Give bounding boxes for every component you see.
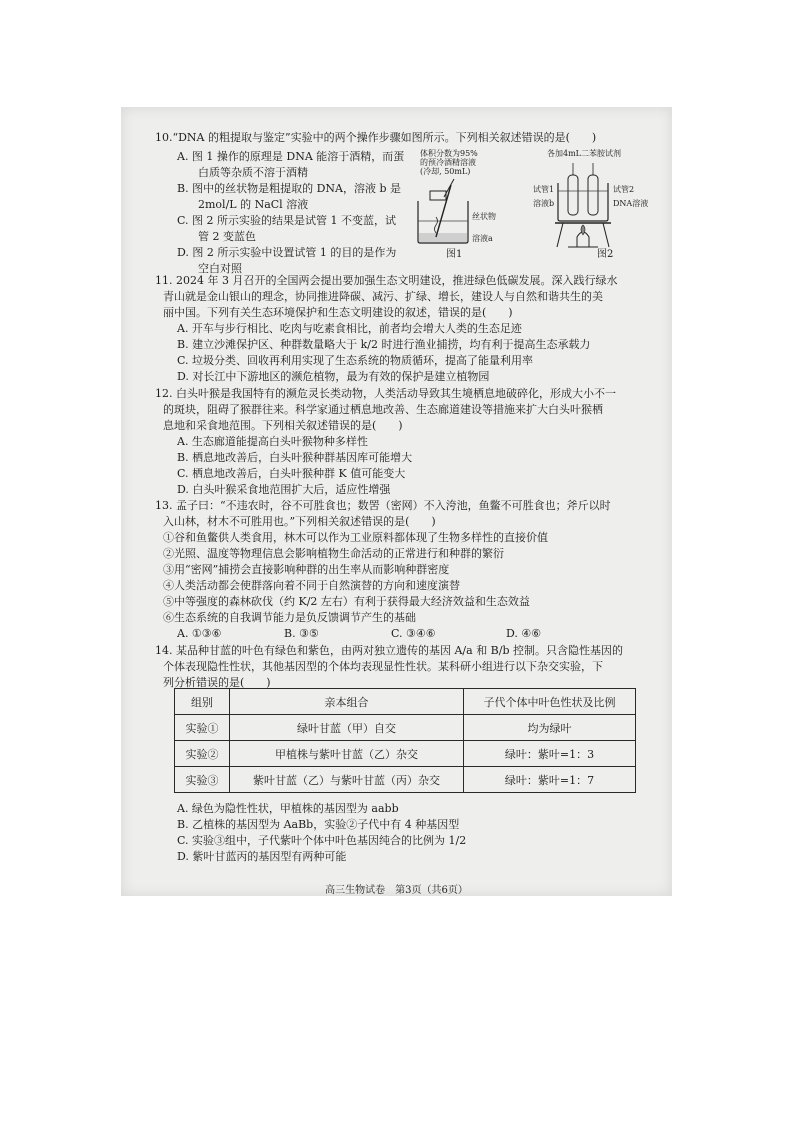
q12-option-b: B. 栖息地改善后，白头叶猴种群基因库可能增大 [177, 451, 413, 464]
q13-statement-1: ①谷和鱼鳖供人类食用，林木可以作为工业原料都体现了生物多样性的直接价值 [163, 531, 548, 544]
table-cell: 紫叶甘蓝（乙）与紫叶甘蓝（丙）杂交 [230, 767, 464, 793]
table-row [175, 767, 636, 793]
q11-stem-line1: 11. 2024 年 3 月召开的全国两会提出要加强生态文明建设，推进绿色低碳发展。深入践行绿水 [155, 274, 618, 287]
q14-cross-table [174, 688, 636, 793]
q12-stem-line1: 12. 白头叶猴是我国特有的濒危灵长类动物，人类活动导致其生境栖息地破碎化，形成大小不一 [155, 387, 616, 400]
table-row [175, 715, 636, 741]
table-header-cell: 子代个体中叶色性状及比例 [464, 689, 636, 715]
q13-stem-line2: 入山林，材木不可胜用也。”下列相关叙述错误的是( ) [163, 515, 436, 528]
q13-option-c: C. ③④⑥ [391, 627, 436, 640]
fig2-top-label: 各加4mL二苯胺试剂 [547, 149, 621, 158]
q10-option-a-line2: 白质等杂质不溶于酒精 [198, 166, 308, 179]
q13-statement-5: ⑤中等强度的森林砍伐（约 K/2 左右）有利于获得最大经济效益和生态效益 [163, 595, 530, 608]
table-cell: 实验② [175, 741, 230, 767]
q13-option-a: A. ①③⑥ [177, 627, 222, 640]
table-header-row [175, 689, 636, 715]
fig1-note-line1: 体积分数为95% [420, 149, 478, 158]
fig2-label-solution-b: 溶液b [533, 199, 555, 208]
fig2-label-dna: DNA溶液 [613, 199, 649, 208]
fig2-label-tube1: 试管1 [533, 185, 555, 194]
q14-option-b: B. 乙植株的基因型为 AaBb，实验②子代中有 4 种基因型 [177, 818, 460, 831]
q14-option-c: C. 实验③组中，子代紫叶个体中叶色基因纯合的比例为 1/2 [177, 834, 467, 847]
exam-page [121, 107, 672, 896]
q14-stem-line2: 个体表现隐性性状，其他基因型的个体均表现显性性状。某科研小组进行以下杂交实验，下 [163, 660, 603, 673]
q13-option-d: D. ④⑥ [506, 627, 542, 640]
q10-option-d-line2: 空白对照 [198, 262, 242, 275]
table-cell: 实验① [175, 715, 230, 741]
q13-statement-4: ④人类活动都会使群落向着不同于自然演替的方向和速度演替 [163, 579, 460, 592]
table-cell: 实验③ [175, 767, 230, 793]
q12-stem-line2: 的斑块，阻碍了猴群往来。科学家通过栖息地改善、生态廊道建设等措施来扩大白头叶猴栖 [163, 403, 603, 416]
fig1-label-silk: 丝状物 [472, 212, 496, 221]
q10-stem: 10.“DNA 的粗提取与鉴定”实验中的两个操作步骤如图所示。下列相关叙述错误的是( ) [155, 131, 597, 144]
fig1-label-solution-a: 溶液a [472, 234, 493, 243]
q11-option-b: B. 建立沙滩保护区、种群数量略大于 k/2 时进行渔业捕捞，均有利于提高生态承载力 [177, 338, 591, 351]
q10-option-b-line1: B. 图中的丝状物是粗提取的 DNA，溶液 b 是 [177, 182, 401, 195]
fig1-note-line2: 的预冷酒精溶液 [420, 158, 476, 167]
q14-stem-line1: 14. 某品种甘蓝的叶色有绿色和紫色，由两对独立遗传的基因 A/a 和 B/b 控制。只含隐性基因的 [155, 644, 624, 657]
q13-statement-2: ②光照、温度等物理信息会影响植物生命活动的正常进行和种群的繁衍 [163, 547, 504, 560]
q12-option-c: C. 栖息地改善后，白头叶猴种群 K 值可能变大 [177, 467, 406, 480]
table-cell: 绿叶甘蓝（甲）自交 [230, 715, 464, 741]
table-header-cell: 组别 [175, 689, 230, 715]
fig2-label-tube2: 试管2 [613, 185, 635, 194]
table-cell: 绿叶：紫叶=1：7 [464, 767, 636, 793]
q12-stem-line3: 息地和采食地范围。下列相关叙述错误的是( ) [163, 419, 403, 432]
q13-stem-line1: 13. 孟子曰：“不违农时，谷不可胜食也；数罟（密网）不入洿池，鱼鳖不可胜食也；斧斤以时 [155, 499, 611, 512]
q12-option-a: A. 生态廊道能提高白头叶猴物种多样性 [177, 435, 368, 448]
table-cell: 均为绿叶 [464, 715, 636, 741]
q10-option-c-line2: 管 2 变蓝色 [198, 230, 256, 243]
fig1-caption: 图1 [446, 249, 463, 260]
page-footer: 高三生物试卷 第3页（共6页） [325, 885, 468, 896]
q14-stem-line3: 列分析错误的是( ) [163, 676, 271, 689]
q13-statement-3: ③用“密网”捕捞会直接影响种群的出生率从而影响种群密度 [163, 563, 450, 576]
q13-statement-6: ⑥生态系统的自我调节能力是负反馈调节产生的基础 [163, 611, 416, 624]
q10-option-b-line2: 2mol/L 的 NaCl 溶液 [198, 198, 309, 211]
q11-option-d: D. 对长江中下游地区的濒危植物，最为有效的保护是建立植物园 [177, 370, 490, 383]
table-row [175, 741, 636, 767]
figure-2 [533, 149, 668, 279]
fig1-note-line3: (冷却, 50mL) [420, 167, 471, 176]
q10-option-d-line1: D. 图 2 所示实验中设置试管 1 的目的是作为 [177, 246, 397, 259]
q13-option-b: B. ③⑤ [284, 627, 319, 640]
q10-option-a-line1: A. 图 1 操作的原理是 DNA 能溶于酒精，而蛋 [177, 150, 405, 163]
fig2-caption: 图2 [597, 249, 614, 260]
q11-stem-line2: 青山就是金山银山的理念，协同推进降碳、减污、扩绿、增长，建设人与自然和谐共生的美 [163, 290, 603, 303]
q14-option-d: D. 紫叶甘蓝丙的基因型有两种可能 [177, 850, 347, 863]
table-cell: 绿叶：紫叶=1：3 [464, 741, 636, 767]
q11-stem-line3: 丽中国。下列有关生态环境保护和生态文明建设的叙述，错误的是( ) [163, 306, 513, 319]
q10-option-c-line1: C. 图 2 所示实验的结果是试管 1 不变蓝，试 [177, 214, 396, 227]
q14-option-a: A. 绿色为隐性性状，甲植株的基因型为 aabb [177, 802, 399, 815]
table-header-cell: 亲本组合 [230, 689, 464, 715]
q12-option-d: D. 白头叶猴采食地范围扩大后，适应性增强 [177, 483, 391, 496]
figure-1 [406, 149, 506, 279]
q11-option-a: A. 开车与步行相比、吃肉与吃素食相比，前者均会增大人类的生态足迹 [177, 322, 522, 335]
table-cell: 甲植株与紫叶甘蓝（乙）杂交 [230, 741, 464, 767]
q11-option-c: C. 垃圾分类、回收再利用实现了生态系统的物质循环，提高了能量利用率 [177, 354, 534, 367]
